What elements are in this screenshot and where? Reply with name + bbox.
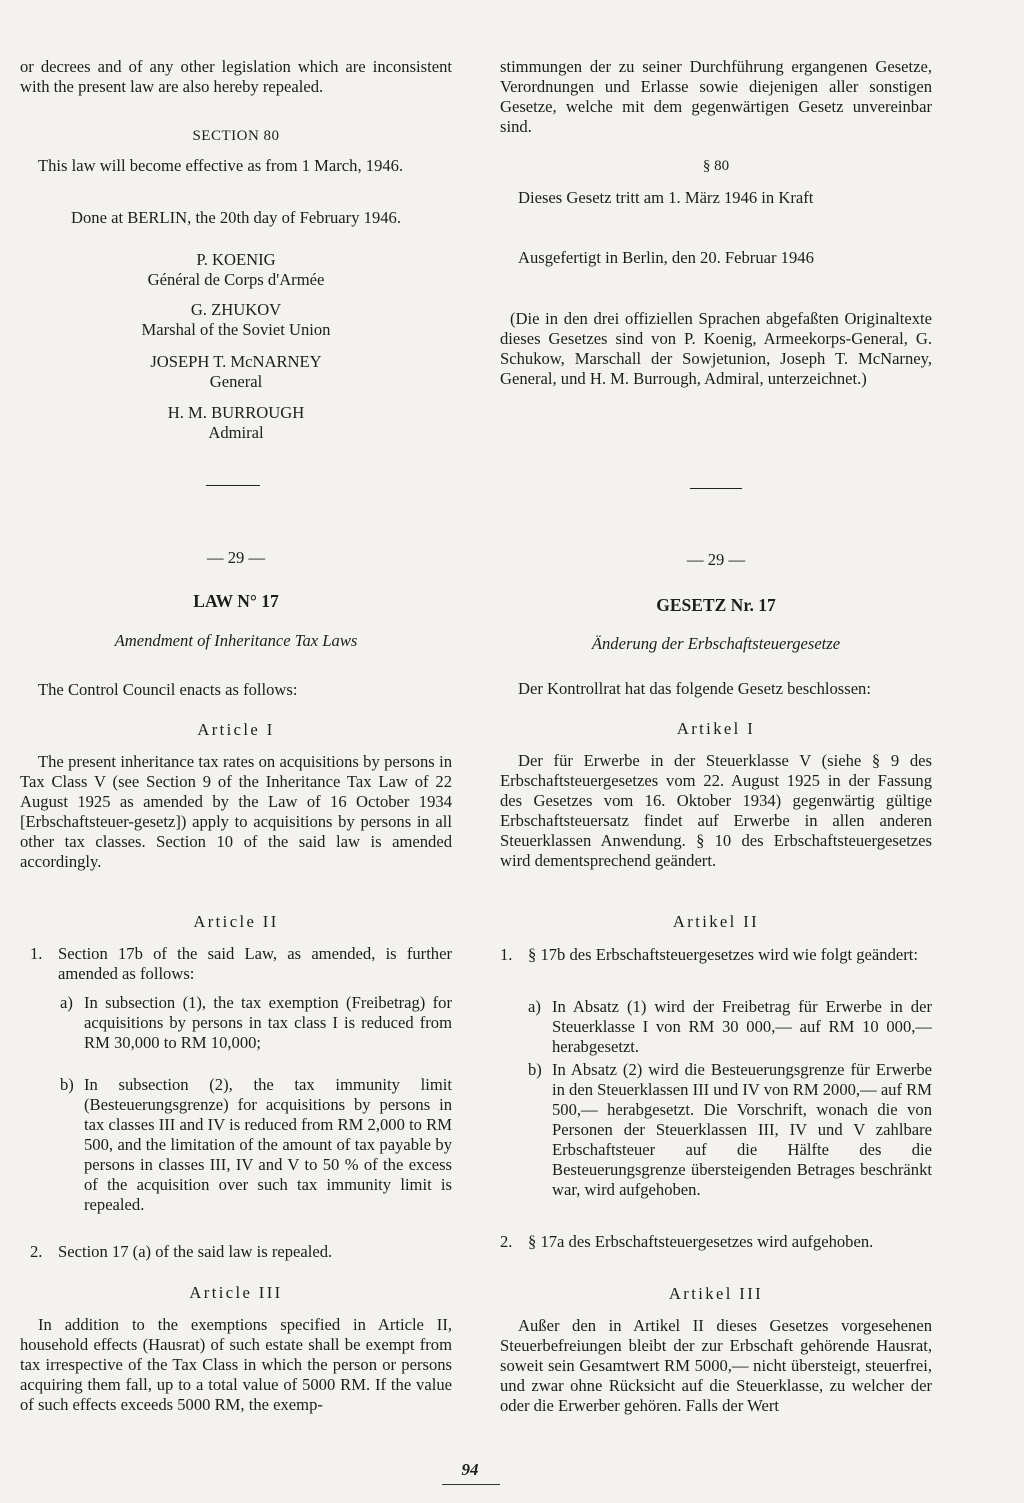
signatory-zhukov [20,300,452,340]
left-section-80-text: This law will become effective as from 1 March, 1946. [38,156,404,175]
right-page-marker: — 29 — [686,550,746,569]
right-article-3-heading: Artikel III [668,1284,764,1303]
list-number: 2. [30,1242,43,1261]
right-enacts: Der Kontrollrat hat das folgende Gesetz beschlossen: [518,679,871,698]
right-intro-paragraph: stimmungen der zu seiner Durchführung ergangenen Gesetze, Verordnungen und Erlasse sowie diejenigen aller sonstigen Gesetze, welche mit dem gegenwärtigen Gesetz unvereinbar sind. [500,57,932,136]
left-article-1-text: The present inheritance tax rates on acquisitions by persons in Tax Class V (see Section 9 of the Inheritance Tax Law of 22 August 1925 as amended by the Law of 16 October 1934 [Erbschaftsteuer-gesetz]) apply to acquisitions by persons in all other tax classes. Section 10 of the said law is amended accordingly. [20,752,452,871]
list-item-text: Section 17b of the said Law, as amended, is further amended as follows: [58,944,452,983]
right-article-2-item-1a [528,997,932,1057]
left-article-2-item-2 [20,1242,452,1262]
page-number: 94 [461,1460,479,1479]
left-article-2-item-1b [60,1075,452,1215]
left-article-1-heading: Article I [197,720,275,739]
sub-item-text: In subsection (2), the tax immunity limit (Besteuerungsgrenze) for acquisitions by persons in tax classes III and IV is reduced from RM 2,000 to RM 500, and the limitation of the amount of tax payable by persons in classes III, IV and V to 50 % of the excess of the acquisition over such tax immunity limit is repealed. [84,1075,452,1214]
list-item-text: § 17b des Erbschaftsteuergesetzes wird wie folgt geändert: [528,945,918,964]
signatory-title: General [209,372,263,391]
left-law-subtitle: Amendment of Inheritance Tax Laws [114,631,358,650]
right-article-3-text: Außer den in Artikel II dieses Gesetzes vorgesehenen Steuerbefreiungen bleibt der zur Erbschaft gehörende Hausrat, soweit sein Gesamtwert RM 5000,— nicht übersteigt, steuerfrei, und zwar ohne Rücksicht auf die Steuerklasse, zu welcher der oder die Erwerber gehören. Falls der Wert [500,1316,932,1415]
sub-item-text: In Absatz (2) wird die Besteuerungsgrenze für Erwerbe in den Steuerklassen III und IV von RM 2000,— auf RM 500,— herabgesetzt. Die Vorschrift, wonach die von Personen der Steuerklassen III, IV und V zahlbare Erbschaftsteuer auf die Hälfte des die Besteuerungsgrenze übersteigenden Betrages beschränkt war, wird aufgehoben. [552,1060,932,1199]
sub-item-label: a) [528,997,541,1016]
list-item-text: Section 17 (a) of the said law is repealed. [58,1242,333,1261]
list-number: 2. [500,1232,513,1251]
list-item-text: § 17a des Erbschaftsteuergesetzes wird aufgehoben. [528,1232,874,1251]
right-done-text: Ausgefertigt in Berlin, den 20. Februar 1946 [518,248,814,267]
left-article-2-item-1 [20,944,452,984]
right-article-2-item-2 [500,1232,932,1252]
sub-item-label: b) [528,1060,542,1079]
right-article-2-heading: Artikel II [672,912,760,931]
signatory-title: Marshal of the Soviet Union [141,320,331,339]
left-enacts: The Control Council enacts as follows: [38,680,298,699]
sub-item-label: b) [60,1075,74,1094]
left-page-marker: — 29 — [206,548,266,567]
page-number-underline [442,1484,500,1485]
right-section-80-text: Dieses Gesetz tritt am 1. März 1946 in Kraft [518,188,814,207]
signatory-burrough [20,403,452,443]
signatory-mcnarney [20,352,452,392]
signatory-name: P. KOENIG [196,250,276,269]
left-article-2-item-1a [60,993,452,1053]
signatory-name: H. M. BURROUGH [167,403,305,422]
sub-item-label: a) [60,993,73,1012]
right-article-1-text: Der für Erwerbe in der Steuerklasse V (siehe § 9 des Erbschaftsteuergesetzes vom 22. August 1925 in der Fassung des Gesetzes vom 16. Oktober 1934) gegenwärtig gültige Erbschaftsteuersatz findet auf Erwerbe in allen anderen Steuerklassen Anwendung. § 10 des Erbschaftsteuergesetzes wird dementsprechend geändert. [500,751,932,870]
left-article-3-heading: Article III [189,1283,283,1302]
right-article-2-item-1 [500,945,932,965]
right-law-title: GESETZ Nr. 17 [656,595,776,615]
right-article-1-heading: Artikel I [676,719,756,738]
left-law-title: LAW N° 17 [193,591,279,611]
right-languages-note: (Die in den drei offiziellen Sprachen abgefaßten Originaltexte dieses Gesetzes sind von P. Koenig, Armeekorps-General, G. Schukow, Marschall der Sowjetunion, Joseph T. McNarney, General, und H. M. Burrough, Admiral, unterzeichnet.) [500,309,932,388]
signatory-title: Admiral [208,423,264,442]
left-section-80-heading: SECTION 80 [192,128,280,144]
list-number: 1. [30,944,43,963]
signatory-koenig [20,250,452,290]
signatory-name: G. ZHUKOV [190,300,282,319]
section-divider [690,488,742,489]
left-done-text: Done at BERLIN, the 20th day of February 1946. [71,208,401,227]
right-article-2-item-1b [528,1060,932,1200]
signatory-name: JOSEPH T. McNARNEY [150,352,322,371]
right-section-80-heading: § 80 [702,158,730,174]
right-law-subtitle: Änderung der Erbschaftsteuergesetze [591,634,841,653]
sub-item-text: In subsection (1), the tax exemption (Freibetrag) for acquisitions by persons in tax class I is reduced from RM 30,000 to RM 10,000; [84,993,452,1052]
left-intro-paragraph: or decrees and of any other legislation which are inconsistent with the present law are also hereby repealed. [20,57,452,96]
section-divider [206,485,260,486]
left-article-2-heading: Article II [193,912,279,931]
list-number: 1. [500,945,513,964]
sub-item-text: In Absatz (1) wird der Freibetrag für Erwerbe in der Steuerklasse I von RM 30 000,— auf RM 10 000,— herabgesetzt. [552,997,932,1056]
signatory-title: Général de Corps d'Armée [147,270,325,289]
left-article-3-text: In addition to the exemptions specified in Article II, household effects (Hausrat) of such estate shall be exempt from tax irrespective of the Tax Class in which the person or persons acquiring them fall, up to a total value of 5000 RM. If the value of such effects exceeds 5000 RM, the exemp- [20,1315,452,1414]
